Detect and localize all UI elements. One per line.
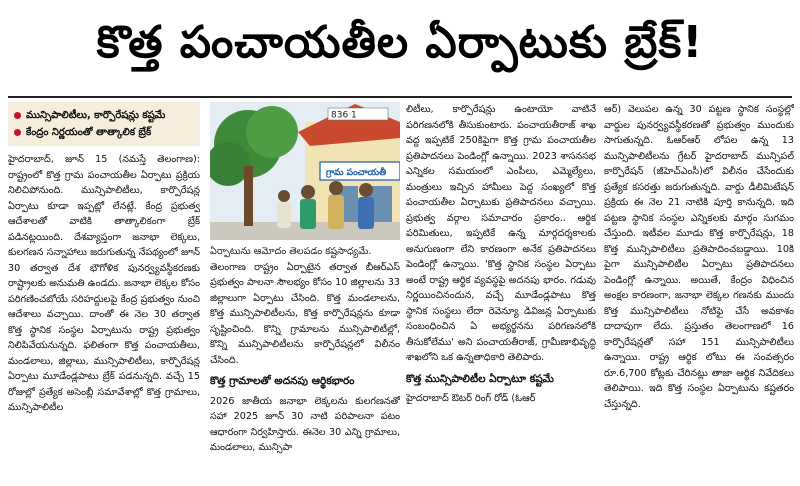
highlight-text: మున్సిపాలిటీలు, కార్పొరేషన్లు కష్టమే — [26, 110, 166, 121]
headline-banner — [0, 0, 800, 96]
subheading-municipalities: కొత్త మున్సిపాలిటీల ఏర్పాటూ కష్టమే — [406, 372, 554, 385]
article-text-col2b: 2026 జాతీయ జనాభా లెక్కలను కులగణనతో సహా 2025 జూన్ 30 నాటి పరిపాలనా పటం ఆధారంగా నిర్వహిస్తారు. ఈనెల 30 ఎన్ని గ్రామాలు, మండలాలు, మున్సిపా — [210, 395, 400, 453]
subheading-financial-burden: కొత్త గ్రామాలతో అదనపు ఆర్థికభారం — [210, 375, 355, 387]
photo-illustration — [210, 102, 400, 240]
board-number: 836 1 — [331, 110, 357, 121]
highlights-box — [8, 102, 200, 146]
column-1 — [8, 102, 200, 482]
column-3 — [406, 102, 596, 482]
article-text-col1: హైదరాబాద్, జూన్ 15 (నమస్తే తెలంగాణ): రాష్ట్రంలో కొత్త గ్రామ పంచాయతీల ఏర్పాటు ప్రక్రియ నిలిచిపోనుంది. మున్సిపాలిటీలు, కార్పొరేషన్ల ఏర్పాటు కూడా ఇప్పట్లో లేనట్లే. కేంద్ర ప్రభుత్వ ఆదేశాలతో వాటికి తాత్కాలికంగా బ్రేక్ పడినట్లయింది. దేశవ్యాప్తంగా జనాభా లెక్కలు, కులగణన సన్నాహాలు జరుగుతున్న నేపథ్యంలో జూన్ 30 తర్వాత దేశ భౌగోళిక పునర్వ్యవస్థీకరణకు రాష్ట్రాలకు అనుమతి ఉండదు. జనాభా లెక్కల కోసం పరిగణించబోయే సరిహద్దులపై కేంద్ర ప్రభుత్వం నుంచి ఆదేశాలు వచ్చాయి. దాంతో ఈ నెల 30 తర్వాత కొత్త స్థానిక సంస్థల ఏర్పాటును రాష్ట్ర ప్రభుత్వం నిలిపివేయనున్నది. ఫలితంగా కొత్త పంచాయతీలు, మండలాలు, జిల్లాలు, మున్సిపాలిటీలు, కార్పొరేషన్ల ఏర్పాటు మూడేండ్లపాటు బ్రేక్ పడనున్నది. వచ్చే 15 రోజుల్లో ప్రత్యేక అసెంబ్లీ సమావేశాల్లో కొత్త గ్రామాలు, మున్సిపాలిటీల — [8, 154, 200, 413]
panchayat-sign: గ్రామ పంచాయతీ — [326, 168, 387, 178]
bullet-icon — [14, 112, 21, 119]
article-text-col4: ఆర్) వెలుపల ఉన్న 30 పట్టణ స్థానిక సంస్థల్లో వార్డుల పునర్వ్యవస్థీకరణతో ప్రభుత్వం ముందుకు సాగుతున్నది. ఓఆర్ఆర్ లోపల ఉన్న 13 మున్సిపాలిటీలను గ్రేటర్ హైదరాబాద్ మున్సిపల్ కార్పొరేషన్ (జీహెచ్ఎంసీ)లో విలీనం చేసేందుకు ప్రత్యేక కసరత్తు జరుగుతున్నది. వార్డు డీలిమిటేషన్ ప్రక్రియ ఈ నెల 21 నాటికి పూర్తి కానున్నది. ఇది పట్టణ స్థానిక సంస్థల ఎన్నికలకు మార్గం సుగమం చేస్తుంది. ఇటీవల మూడు కొత్త కార్పొరేషన్లు, 18 కొత్త మున్సిపాలిటీలు ప్రతిపాదించబడ్డాయి. 10కి పైగా మున్సిపాలిటీల ఏర్పాటు ప్రతిపాదనలు పెండింగ్లో ఉన్నాయి. అయితే, కేంద్రం విధించిన అంక్షల కారణంగా, జనాభా లెక్కల గణనకు ముందు కొత్త మున్సిపాలిటీలు నోటిఫై చేసే అవకాశం దాదాపుగా లేదు. ప్రస్తుతం తెలంగాణలో 16 కార్పొరేషన్లతో సహా 151 మున్సిపాలిటీలు ఉన్నాయి. రాష్ట్ర ఆర్థిక లోటు ఈ సంవత్సరం రూ.6,700 కోట్లకు చేరినట్లు తాజా ఆర్థిక నివేదికలు తెలిపాయి. ఇది కొత్త సంస్థల ఏర్పాటును కష్టతరం చేస్తున్నది. — [604, 104, 794, 410]
article-text-col3b: హైదరాబాద్ ఔటర్ రింగ్ రోడ్ (ఓఆర్ — [406, 393, 536, 404]
column-4 — [604, 102, 794, 482]
panchayat-office-photo — [210, 102, 400, 240]
headline: కొత్త పంచాయతీల ఏర్పాటుకు బ్రేక్! — [96, 17, 704, 68]
highlight-item — [14, 108, 194, 123]
column-2 — [210, 102, 400, 482]
highlight-text: కేంద్రం నిర్ణయంతో తాత్కాలిక బ్రేక్ — [26, 127, 152, 138]
headline-rule — [8, 96, 792, 98]
highlight-item — [14, 125, 194, 140]
article-text-col2: తెలంగాణ రాష్ట్రం ఏర్పాటైన తర్వాత బీఆర్ఎస్ ప్రభుత్వం పాలనా సౌలభ్యం కోసం 10 జిల్లాలను 33 జిల్లాలుగా ఏర్పాటు చేసింది. కొత్త మండలాలను, కొత్త మున్సిపాలిటీలను, కొత్త కార్పొరేషన్లను కూడా సృష్టించింది. కొన్ని గ్రామాలను మున్సిపాలిటీల్లో, కొన్ని మున్సిపాలిటీలను కార్పొరేషన్లలో విలీనం చేసింది. — [210, 261, 400, 366]
photo-caption: ఏర్పాటును ఆమోదం తెలపడం కష్టసాధ్యమే. — [210, 246, 372, 257]
bullet-icon — [14, 129, 21, 136]
article-text-col3: లిటీలు, కార్పొరేషన్లు ఉంటాయో వాటినే పరిగణనలోకి తీసుకుంటారు. పంచాయతీరాజ్ శాఖ వద్ద ఇప్పటికే 250కిపైగా కొత్త గ్రామ పంచాయతీల ప్రతిపాదనలు పెండింగ్లో ఉన్నాయి. 2023 శాసనసభ ఎన్నికల సమయంలో ఎంపీలు, ఎమ్మెల్యేలు, మంత్రులు ఇచ్చిన హామీలు పెద్ద సంఖ్యలో కొత్త పంచాయతీల ఏర్పాటుకు ప్రతిపాదనలు వచ్చాయి. ప్రభుత్వ వర్గాల సమాచారం ప్రకారం.. ఆర్థిక పరిమితులు, ఇప్పటికే ఉన్న మార్గదర్శకాలకు అనుగుణంగా లేని కారణంగా అనేక ప్రతిపాదనలు పెండింగ్లో ఉన్నాయి. 'కొత్త స్థానిక సంస్థల ఏర్పాటు అంటే రాష్ట్ర ఆర్థిక వ్యవస్థపై అదనపు భారం. గడువు నిర్ణయించినందున, వచ్చే మూడేండ్లపాటు కొత్త స్థానిక సంస్థలు లేదా రెవెన్యూ డివిజన్ల ఏర్పాటుకు సంబంధించిన ఏ అభ్యర్థనను పరిగణనలోకి తీసుకోలేము' అని పంచాయతీరాజ్, గ్రామీణాభివృద్ధి శాఖలోని ఒక ఉన్నతాధికారి తెలిపారు. — [406, 104, 596, 363]
